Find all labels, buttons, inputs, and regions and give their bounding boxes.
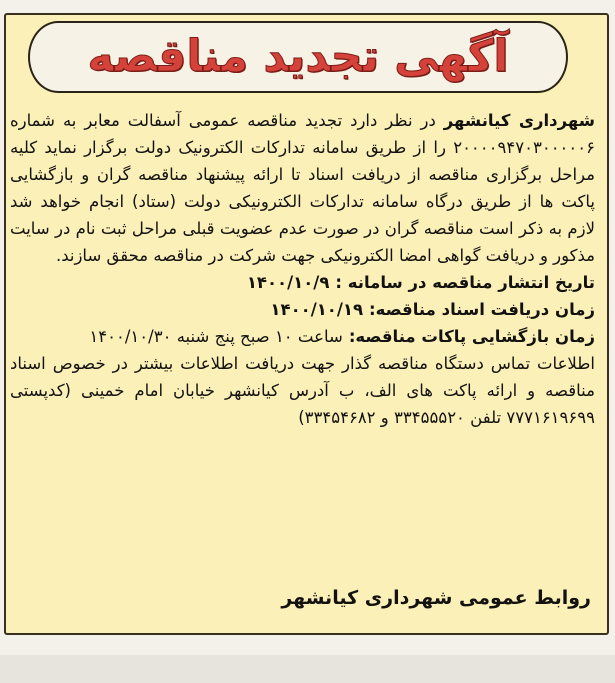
intro-text: در نظر دارد تجدید مناقصه عمومی آسفالت معابر به شماره ۲۰۰۰۰۹۴۷۰۳۰۰۰۰۰۶ را از طریق سامانه تدارکات الکترونیک دولت برگزار نماید کلیه مراحل برگزاری مناقصه از دریافت اسناد تا ارائه پیشنهاد مناقصه گران و بازگشایی پاکت ها از طریق درگاه سامانه تدارکات الکترونیکی دولت (ستاد) انجام خواهد شد لازم به ذکر است مناقصه گران در صورت عدم عضویت قبلی مراحل ثبت نام در سایت مذکور و دریافت گواهی امضا الکترونیکی جهت شرکت در مناقصه محقق سازند. bbox=[10, 111, 595, 265]
page-edge bbox=[0, 655, 615, 683]
publish-date-value: ۱۴۰۰/۱۰/۹ bbox=[246, 273, 330, 292]
tender-notice bbox=[4, 13, 609, 635]
opening-date-value: ساعت ۱۰ صبح پنج شنبه ۱۴۰۰/۱۰/۳۰ bbox=[89, 327, 343, 346]
receive-date-label: زمان دریافت اسناد مناقصه: bbox=[369, 300, 595, 319]
notice-title: آگهی تجدید مناقصه bbox=[87, 31, 509, 82]
publish-date-row bbox=[10, 269, 595, 296]
title-banner bbox=[28, 21, 568, 93]
receive-date-value: ۱۴۰۰/۱۰/۱۹ bbox=[270, 300, 364, 319]
opening-date-row bbox=[10, 323, 595, 350]
notice-body bbox=[10, 107, 595, 431]
municipality-name: شهرداری کیانشهر bbox=[443, 111, 595, 130]
intro-paragraph bbox=[10, 107, 595, 269]
signature: روابط عمومی شهرداری کیانشهر bbox=[281, 587, 591, 609]
opening-date-label: زمان بازگشایی پاکات مناقصه: bbox=[348, 327, 595, 346]
receive-date-row bbox=[10, 296, 595, 323]
publish-date-label: تاریخ انتشار مناقصه در سامانه : bbox=[335, 273, 595, 292]
contact-paragraph: اطلاعات تماس دستگاه مناقصه گذار جهت دریافت اطلاعات بیشتر در خصوص اسناد مناقصه و ارائه پاکت های الف، ب آدرس کیانشهر خیابان امام خمینی (کدپستی ۷۷۷۱۶۱۹۶۹۹ تلفن ۳۳۴۵۵۵۲۰ و ۳۳۴۵۴۶۸۲) bbox=[10, 354, 595, 427]
